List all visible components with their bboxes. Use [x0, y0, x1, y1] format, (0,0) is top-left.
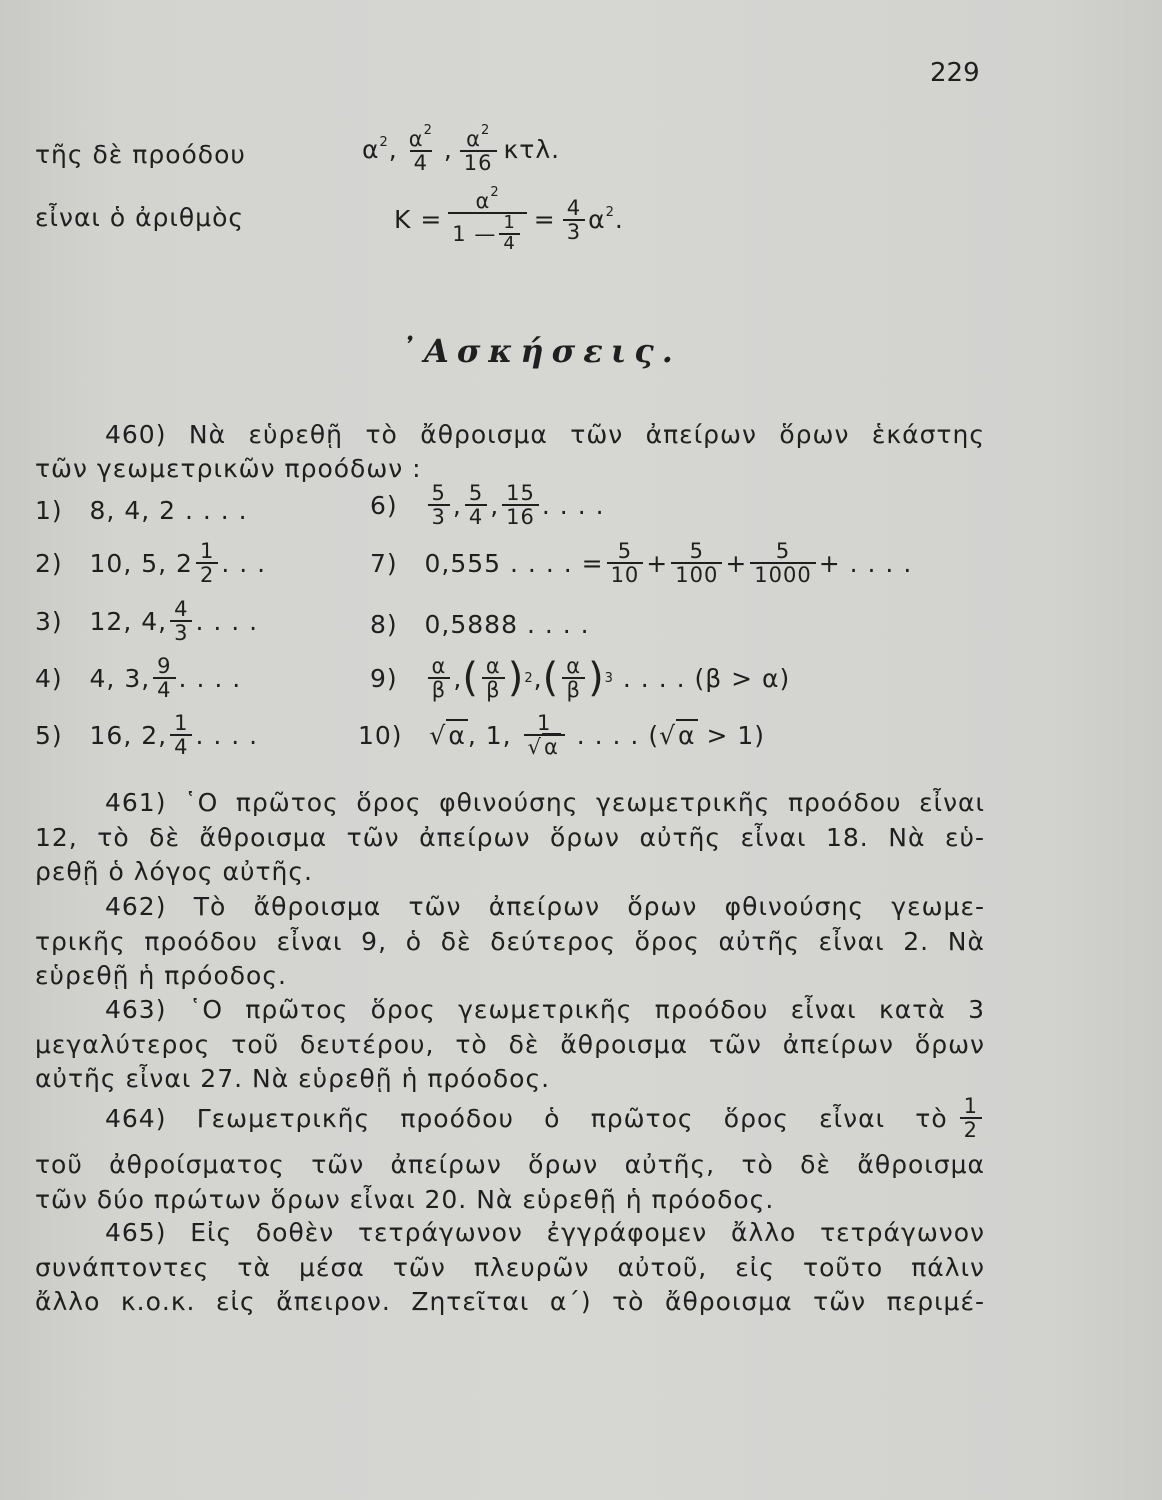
- ex460-item-3: 3) 12, 4, $\frac{4}{3}$ . . . .: [35, 597, 259, 646]
- intro-line1-label: τῆς δὲ προόδου: [35, 140, 246, 169]
- ex460-item-7: 7) 0,555 . . . . = $\frac{5}{10}$ + $\frac{5}{100}$ + $\frac{5}{1000}$ + . . . .: [370, 539, 913, 588]
- ex460-item-9: 9) $\frac{\alpha}{\beta}$ , ( $\frac{\alpha}{\beta}$ ) 2 , ( $\frac{\alpha}{\beta}$ ) 3 . . . . (β > α): [370, 654, 791, 703]
- ex460-line1: 460) Νὰ εὑρεθῇ τὸ ἄθροισμα τῶν ἀπείρων ὅρων ἑκάστης: [105, 420, 985, 449]
- intro-line2-label: εἶναι ὁ ἀριθμὸς: [35, 203, 245, 232]
- ex460-item-8: 8) 0,5888 . . . .: [370, 610, 590, 639]
- ex460-item-10: 10) √α , 1, $\frac{1}{√\alpha}$ . . . . ( √α > 1): [358, 711, 766, 760]
- exercise-461: 461) ῾Ο πρῶτος ὅρος φθινούσης γεωμετρικῆς προόδου εἶναι 12, τὸ δὲ ἄθροισμα τῶν ἀπείρων ὅρων αὐτῆς εἶναι 18. Νὰ εὑ- ρεθῇ ὁ λόγος αὐτῆς.: [35, 788, 985, 886]
- ex460-item-2: 2) 10, 5, 2 $\frac{1}{2}$ . . .: [35, 539, 267, 588]
- ex460-item-1: 1) 8, 4, 2 . . . .: [35, 496, 248, 525]
- ex460-line2: τῶν γεωμετρικῶν προόδων :: [35, 454, 422, 483]
- exercise-462: 462) Τὸ ἄθροισμα τῶν ἀπείρων ὅρων φθινούσης γεωμε- τρικῆς προόδου εἶναι 9, ὁ δὲ δεύτερος ὅρος αὐτῆς εἶναι 2. Νὰ εὑρεθῇ ἡ πρόοδος.: [35, 892, 985, 990]
- exercise-465: 465) Εἰς δοθὲν τετράγωνον ἐγγράφομεν ἄλλο τετράγωνον συνάπτοντες τὰ μέσα τῶν πλευρῶν αὐτοῦ, εἰς τοῦτο πάλιν ἄλλο κ.ο.κ. εἰς ἄπειρον. Ζητεῖται α΄) τὸ ἄθροισμα τῶν περιμέ-: [35, 1218, 985, 1316]
- ex460-item-4: 4) 4, 3, $\frac{9}{4}$ . . . .: [35, 654, 242, 703]
- fraction-a2-4: $\frac{\alpha^2}{4}$: [408, 123, 433, 176]
- sqrt-alpha: √α: [429, 720, 466, 750]
- exercise-463: 463) ῾Ο πρῶτος ὅρος γεωμετρικῆς προόδου εἶναι κατὰ 3 μεγαλύτερος τοῦ δευτέρου, τὸ δὲ ἄθροισμα τῶν ἀπείρων ὅρων αὐτῆς εἶναι 27. Νὰ εὑρεθῇ ἡ πρόοδος.: [35, 995, 985, 1093]
- exercise-464-first-line: 464) Γεωμετρικῆς προόδου ὁ πρῶτος ὅρος εἶναι τὸ $\frac{1}{2}$: [105, 1095, 985, 1141]
- ex460-item-5: 5) 16, 2, $\frac{1}{4}$ . . . .: [35, 711, 259, 760]
- section-heading: ᾿Ασκήσεις.: [400, 332, 681, 370]
- fraction-4-3: $\frac{4}{3}$: [563, 197, 585, 243]
- intro-line1-terms: $\alpha^2$, $\frac{\alpha^2}{4}$ , $\frac{\alpha^2}{16}$ κτλ.: [362, 123, 561, 176]
- fraction-a2-16: $\frac{\alpha^2}{16}$: [460, 124, 497, 174]
- page-number: 229: [930, 58, 980, 88]
- fraction-K: $\alpha^2$ 1 — $\frac{1}{4}$: [448, 186, 527, 254]
- ex460-item-6: 6) $\frac{5}{3}$ , $\frac{5}{4}$ , $\frac{15}{16}$ . . . .: [370, 481, 605, 530]
- term-alpha-sq: $\alpha^2$,: [362, 134, 398, 164]
- intro-formula-K: K = $\alpha^2$ 1 — $\frac{1}{4}$ = $\frac{4}{3}$ $\alpha^2$.: [394, 185, 624, 254]
- exercise-464: τοῦ ἀθροίσματος τῶν ἀπείρων ὅρων αὐτῆς, τὸ δὲ ἄθροισμα τῶν δύο πρώτων ὅρων εἶναι 20. Νὰ εὑρεθῇ ἡ πρόοδος.: [35, 1150, 985, 1214]
